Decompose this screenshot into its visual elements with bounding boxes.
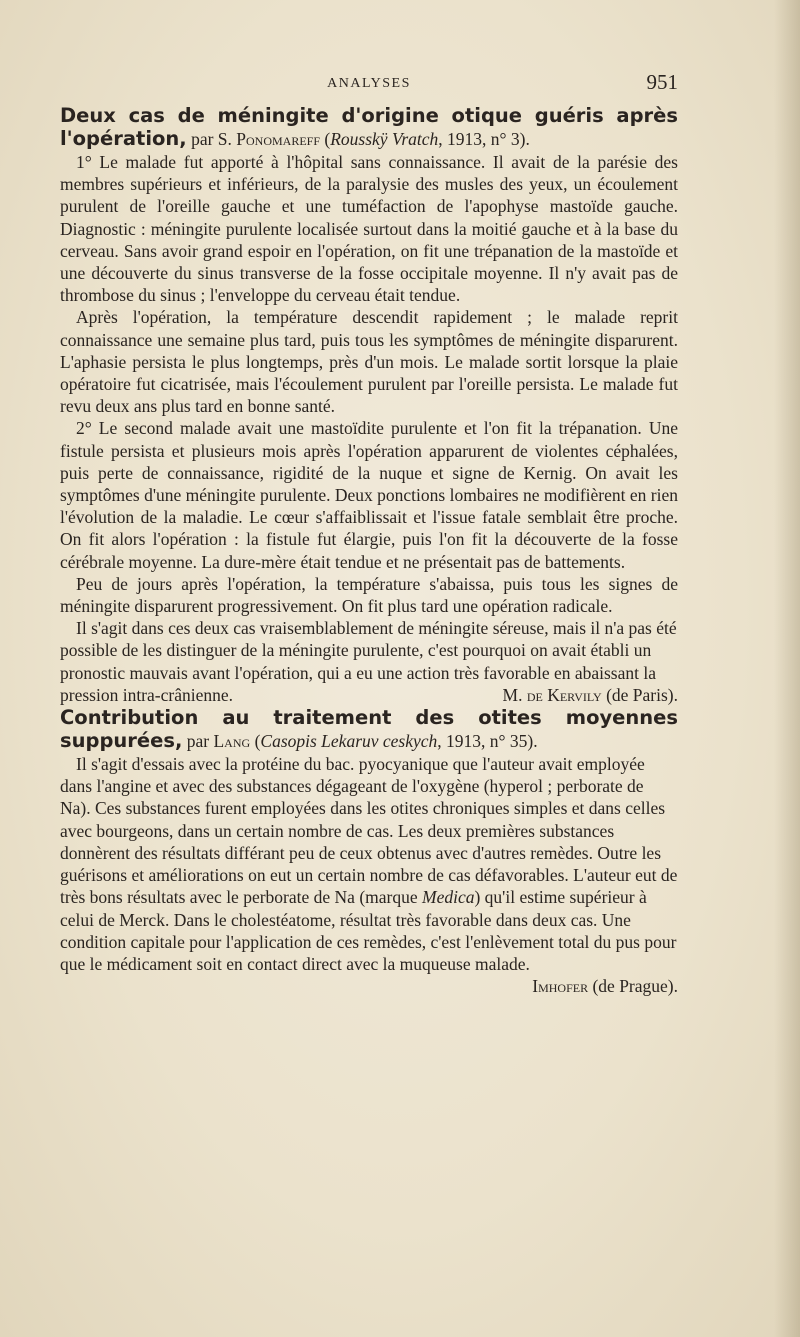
article-title-text: Deux cas de méningite d'origine otique guéris après l'opération, bbox=[60, 104, 678, 150]
page-number: 951 bbox=[646, 70, 678, 94]
signature-name: Imhofer bbox=[532, 976, 589, 997]
byline-open: ( bbox=[320, 129, 331, 149]
signature-suffix: (de Paris). bbox=[601, 684, 678, 705]
article-byline bbox=[182, 731, 537, 751]
closing-italic: Medica bbox=[422, 887, 475, 908]
signature bbox=[487, 684, 678, 706]
byline-suffix: , 1913, n° 35). bbox=[437, 731, 538, 752]
byline-source: Rousskÿ Vratch bbox=[330, 129, 439, 149]
closing-text-b: ) qu'il estime supérieur à celui de Merck. Dans le cholestéatome, résultat très favorable dans deux cas. Une condition capitale pour l'application de ces remèdes, c'est l'enlèvement total du pus pour que le médicament soit en contact direct avec la muqueuse malade. bbox=[60, 887, 677, 974]
article-title-heading bbox=[60, 706, 678, 753]
byline-suffix: , 1913, n° 3). bbox=[438, 129, 530, 149]
article-title-text: Contribution au traitement des otites moyennes suppurées, bbox=[60, 706, 678, 753]
signature-prefix: M. bbox=[502, 684, 527, 705]
paragraph: Après l'opération, la température descendit rapidement ; le malade reprit connaissance une semaine plus tard, puis tous les symptômes de méningite disparurent. L'aphasie persista le plus longtemps, près d'un mois. Le malade sortit lorsque la plaie opératoire fut cicatrisée, mais l'écoulement purulent par l'oreille persista. Le malade fut revu deux ans plus tard en bonne santé. bbox=[60, 307, 678, 417]
article-meningite bbox=[60, 104, 678, 706]
closing-text: Il s'agit dans ces deux cas vraisemblablement de méningite séreuse, mais il n'a pas été possible de les distinguer de la méningite purulente, c'est pourquoi on avait établi un pronostic mauvais avant l'opération, qui a eu une action très favorable en abaissant la pression intra-crânienne. bbox=[60, 618, 677, 705]
byline-prefix: par bbox=[182, 731, 214, 752]
closing-paragraph bbox=[60, 753, 678, 997]
closing-text-a: Il s'agit d'essais avec la protéine du bac. pyocyanique que l'auteur avait employée dans l'angine et avec des substances dégageant de l'oxygène (hyperol ; perborate de Na). Ces substances furent employées dans les otites chroniques simples et dans celles avec bourgeons, dans un certain nombre de cas. Les deux premières substances donnèrent des résultats différant peu de ceux obtenus avec d'autres remèdes. Outre les guérisons et améliorations on eut un certain nombre de cas défavorables. L'auteur eut de très bons résultats avec le perborate de Na (marque bbox=[60, 754, 678, 908]
signature-suffix: (de Prague). bbox=[588, 976, 678, 997]
byline-source: Casopis Lekaruv ceskych bbox=[260, 731, 438, 752]
paragraph: 1° Le malade fut apporté à l'hôpital sans connaissance. Il avait de la parésie des membres supérieurs et inférieurs, de la paralysie des musles des yeux, un écoulement purulent de l'oreille gauche et une tuméfaction de l'apophyse mastoïde gauche. Diagnostic : méningite purulente localisée surtout dans la moitié gauche et à la base du cerveau. Sans avoir grand espoir en l'opération, on fit une trépanation de la mastoïde et une découverte du sinus transverse de la fosse occipitale moyenne. Il n'y avait pas de thrombose du sinus ; l'enveloppe du cerveau était tendue. bbox=[60, 152, 678, 306]
signature bbox=[516, 975, 678, 997]
signature-name: de Kervily bbox=[526, 684, 602, 705]
byline-open: ( bbox=[250, 731, 261, 752]
byline-author: Lang bbox=[213, 731, 251, 752]
byline-author: Ponomareff bbox=[236, 129, 321, 149]
byline-prefix: par S. bbox=[186, 129, 237, 149]
paragraph: 2° Le second malade avait une mastoïdite purulente et l'on fit la trépanation. Une fistule persista et plusieurs mois après l'opération apparurent de violentes céphalées, puis perte de connaissance, rigidité de la nuque et signe de Kernig. On avait les symptômes d'une méningite purulente. Deux ponctions lombaires ne modifièrent en rien l'évolution de la maladie. Le cœur s'affaiblissait et l'issue fatale semblait être proche. On fit alors l'opération : la fistule fut élargie, puis l'on fit la découverte de la fosse cérébrale moyenne. La dure-mère était tendue et ne présentait pas de battements. bbox=[60, 418, 678, 572]
paragraph: Peu de jours après l'opération, la température s'abaissa, puis tous les signes de méningite disparurent progressivement. On fit plus tard une opération radicale. bbox=[60, 573, 678, 617]
article-title-heading bbox=[60, 104, 678, 151]
closing-paragraph bbox=[60, 617, 678, 706]
running-head bbox=[60, 64, 678, 104]
page-edge-shadow bbox=[774, 0, 800, 1337]
article-byline bbox=[187, 129, 530, 149]
article-otites bbox=[60, 706, 678, 997]
running-title: ANALYSES bbox=[327, 76, 411, 91]
journal-page bbox=[60, 64, 678, 997]
